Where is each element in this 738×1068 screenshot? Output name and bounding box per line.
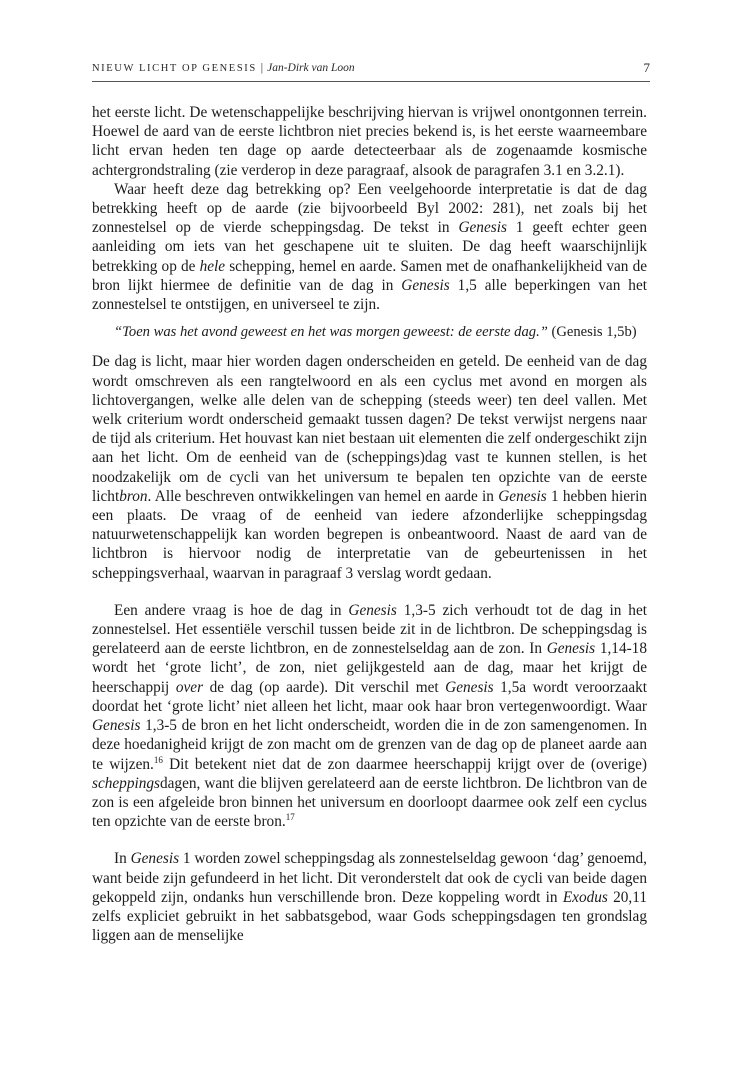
- paragraph-5: In Genesis 1 worden zowel scheppingsdag als zonnestelseldag gewoon ‘dag’ genoemd, want beide zijn gefundeerd in het licht. Dit veronderstelt dat ook de cycli van beide dagen gekoppeld zijn, ondanks hun verschillende bron. Deze koppeling wordt in Exodus 20,11 zelfs expliciet gebruikt in het sabbatsgebod, waar Gods scheppingsdagen ten grondslag liggen aan de menselijke: [92, 850, 647, 945]
- author-name: Jan-Dirk van Loon: [267, 62, 355, 74]
- paragraph-1: het eerste licht. De wetenschappelijke beschrijving hiervan is vrijwel onontgonnen terrein. Hoewel de aard van de eerste lichtbron niet precies bekend is, is het eerste waarneembare licht ervan heden ten dage op aarde detecteerbaar als de zogenaamde kosmische achtergrondstraling (zie verderop in deze paragraaf, alsook de paragrafen 3.1 en 3.2.1).: [92, 104, 647, 179]
- running-header: [92, 60, 650, 78]
- block-quote: [92, 323, 647, 342]
- header-rule: [92, 81, 650, 82]
- paragraph-4: Een andere vraag is hoe de dag in Genesis 1,3-5 zich verhoudt tot de dag in het zonnestelsel. Het essentiële verschil tussen beide zit in de lichtbron. De scheppingsdag is gerelateerd aan de eerste lichtbron, en de zonnestelseldag aan de zon. In Genesis 1,14-18 wordt het ‘grote licht’, de zon, niet gelijkgesteld aan de dag, maar het krijgt de heerschappij over de dag (op aarde). Dit verschil met Genesis 1,5a wordt veroorzaakt doordat het ‘grote licht’ niet alleen het licht, maar ook haar bron vertegenwoordigt. Waar Genesis 1,3-5 de bron en het licht onderscheidt, worden die in de zon samengenomen. In deze hoedanigheid krijgt de zon macht om de grenzen van de dag op de planeet aarde aan te wijzen.$^{16}$ Dit betekent niet dat de zon daarmee heerschappij krijgt over de (overige) scheppingsdagen, want die blijven gerelateerd aan de eerste lichtbron. De lichtbron van de zon is een afgeleide bron binnen het universum en doorloopt daarmee ook zelf een cyclus ten opzichte van de eerste bron.$^{17}$: [92, 601, 648, 831]
- quote-text: “Toen was het avond geweest en het was morgen geweest: de eerste dag.”: [114, 324, 548, 341]
- footnote-16[interactable]: 16: [153, 754, 163, 765]
- page-number: 7: [643, 60, 650, 75]
- quote-reference: (Genesis 1,5b): [547, 324, 637, 341]
- header-separator: |: [260, 62, 264, 74]
- body-text: [92, 103, 647, 945]
- paragraph-2: Waar heeft deze dag betrekking op? Een veelgehoorde interpretatie is dat de dag betrekking heeft op de aarde (zie bijvoorbeeld Byl 2002: 281), net zoals bij het zonnestelsel op de vierde scheppingsdag. De tekst in Genesis 1 geeft echter geen aanleiding om iets van het geschapene uit te sluiten. De dag heeft waarschijnlijk betrekking op de hele schepping, hemel en aarde. Samen met de onafhankelijkheid van de bron lijkt hiermee de definitie van de dag in Genesis 1,5 alle beperkingen van het zonnestelsel te ontstijgen, en universeel te zijn.: [92, 180, 648, 314]
- book-title: NIEUW LICHT OP GENESIS: [92, 63, 257, 74]
- running-header-title: [92, 62, 355, 74]
- footnote-17[interactable]: 17: [285, 812, 295, 823]
- paragraph-3: De dag is licht, maar hier worden dagen onderscheiden en geteld. De eenheid van de dag wordt omschreven als een rangtelwoord en als een cyclus met avond en morgen als lichtovergangen, welke alle delen van de schepping (steeds weer) ten deel vallen. Met welk criterium wordt onderscheid gemaakt tussen dagen? De tekst verwijst nergens naar de tijd als criterium. Het houvast kan niet bestaan uit elementen die zelf ondergeschikt zijn aan het licht. Om de eenheid van de (scheppings)dag vast te kunnen stellen, is het noodzakelijk om de cycli van het universum te bepalen ten opzichte van de eerste lichtbron. Alle beschreven ontwikkelingen van hemel en aarde in Genesis 1 hebben hierin een plaats. De vraag of de eenheid van iedere afzonderlijke scheppingsdag natuurwetenschappelijk kan worden begrepen is onbeantwoord. Naast de aard van de lichtbron is hiervoor nodig de interpretatie van de gebeurtenissen in het scheppingsverhaal, waarvan in paragraaf 3 verslag wordt gedaan.: [92, 353, 648, 582]
